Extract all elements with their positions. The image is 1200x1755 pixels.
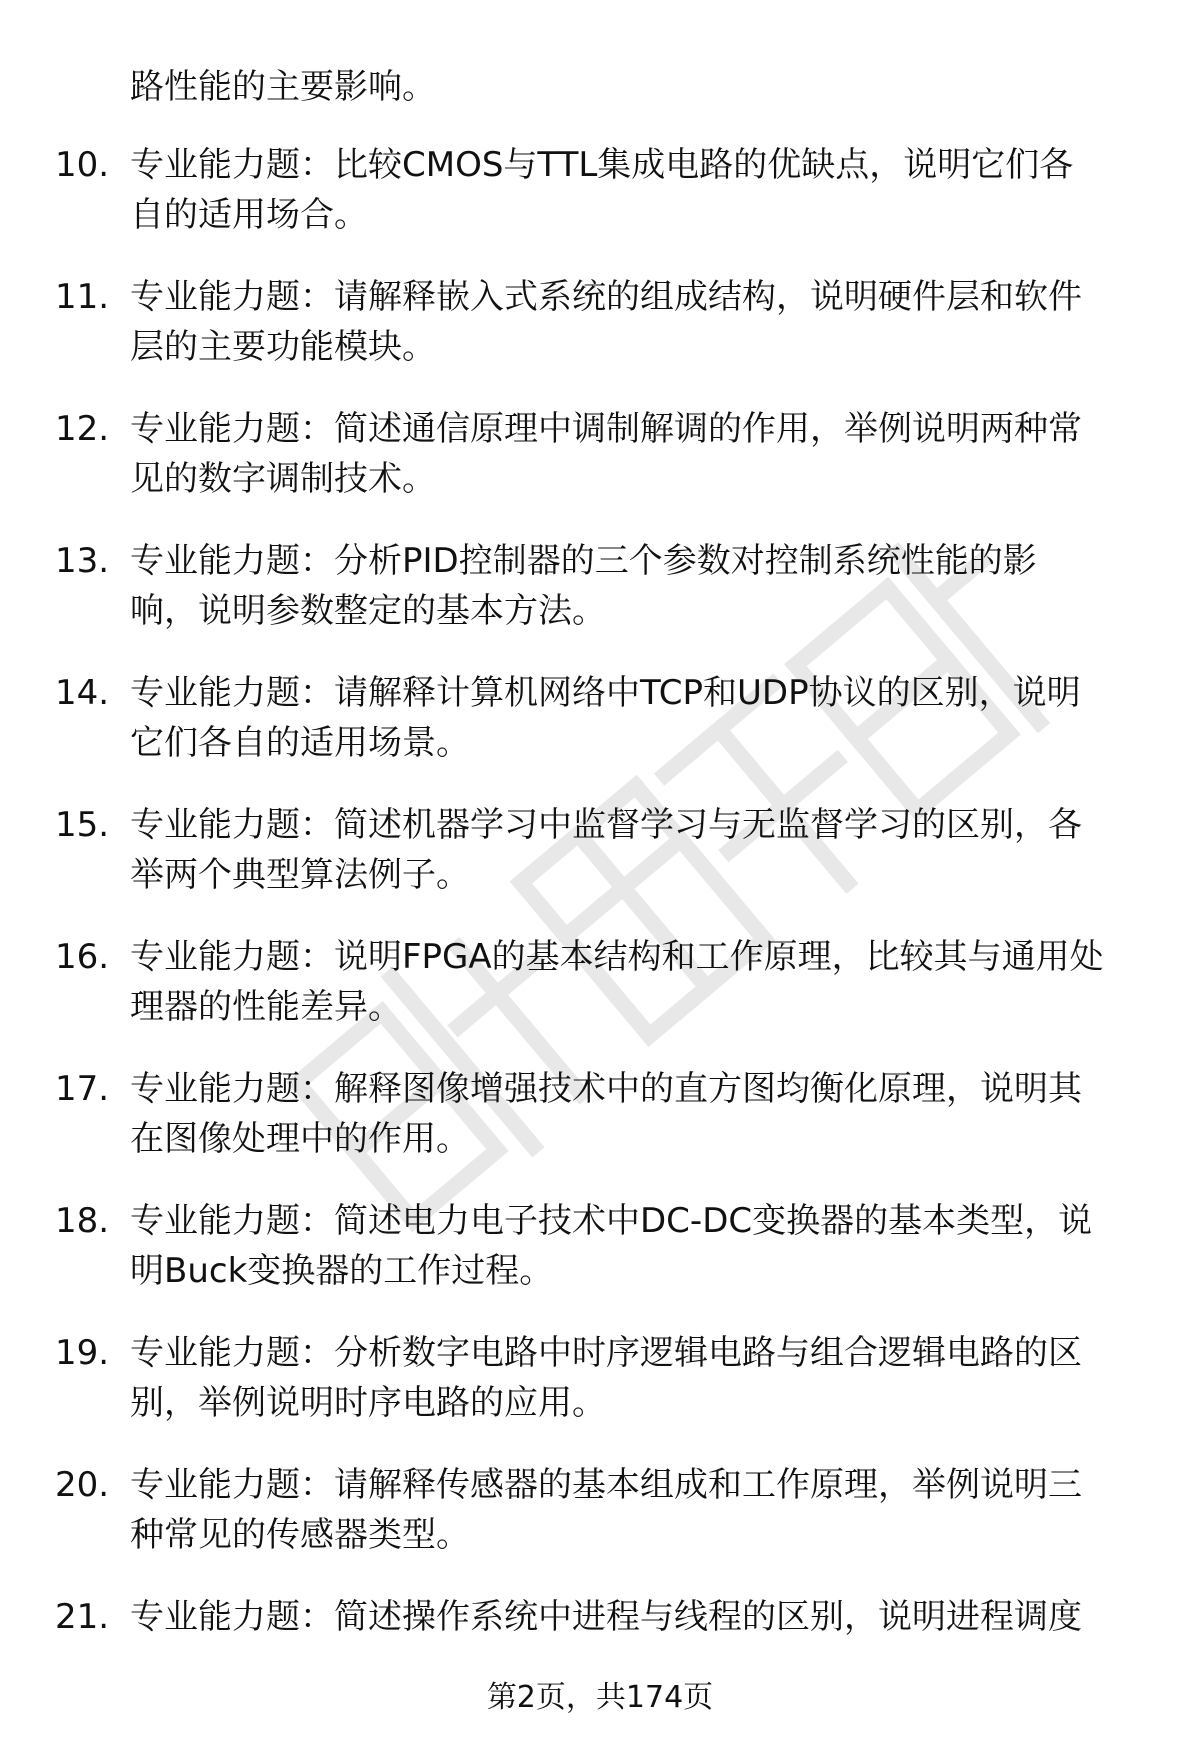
question-line: 专业能力题：解释图像增强技术中的直方图均衡化原理，说明其 (130, 1069, 1082, 1109)
list-item (0, 536, 1200, 668)
question-line: 响，说明参数整定的基本方法。 (130, 591, 606, 631)
question-text (130, 1328, 1170, 1428)
question-number: 19. (55, 1333, 110, 1373)
question-line: 理器的性能差异。 (130, 987, 402, 1027)
question-number: 18. (55, 1201, 110, 1241)
list-item (0, 668, 1200, 800)
question-text (130, 404, 1170, 504)
question-text (130, 1196, 1170, 1296)
question-text (130, 1592, 1170, 1642)
question-line: 别，举例说明时序电路的应用。 (130, 1383, 606, 1423)
question-line: 见的数字调制技术。 (130, 459, 436, 499)
question-text (130, 1064, 1170, 1164)
question-number: 13. (55, 541, 110, 581)
question-line: 专业能力题：请解释嵌入式系统的组成结构，说明硬件层和软件 (130, 277, 1082, 317)
question-line: 专业能力题：分析数字电路中时序逻辑电路与组合逻辑电路的区 (130, 1333, 1082, 1373)
question-line: 专业能力题：分析PID控制器的三个参数对控制系统性能的影 (130, 541, 1037, 581)
question-line: 专业能力题：请解释计算机网络中TCP和UDP协议的区别，说明 (130, 673, 1081, 713)
question-text (130, 800, 1170, 900)
list-item (0, 1196, 1200, 1328)
page-footer: 第2页，共174页 (486, 1680, 714, 1715)
question-text (130, 272, 1170, 372)
list-item (0, 1064, 1200, 1196)
question-line: 在图像处理中的作用。 (130, 1119, 470, 1159)
question-line: 专业能力题：比较CMOS与TTL集成电路的优缺点，说明它们各 (130, 145, 1074, 185)
question-number: 12. (55, 409, 110, 449)
question-line: 它们各自的适用场景。 (130, 723, 470, 763)
question-line: 专业能力题：简述通信原理中调制解调的作用，举例说明两种常 (130, 409, 1082, 449)
question-line: 自的适用场合。 (130, 195, 368, 235)
question-line: 专业能力题：简述机器学习中监督学习与无监督学习的区别，各 (130, 805, 1082, 845)
question-text (130, 536, 1170, 636)
question-list (0, 140, 1200, 1724)
list-item (0, 1460, 1200, 1592)
list-item (0, 404, 1200, 536)
question-number: 10. (55, 145, 110, 185)
question-text (130, 140, 1170, 240)
question-line: 种常见的传感器类型。 (130, 1515, 470, 1555)
question-number: 16. (55, 937, 110, 977)
question-text (130, 1460, 1170, 1560)
list-item (0, 272, 1200, 404)
question-line: 专业能力题：简述电力电子技术中DC-DC变换器的基本类型，说 (130, 1201, 1093, 1241)
question-line: 专业能力题：请解释传感器的基本组成和工作原理，举例说明三 (130, 1465, 1082, 1505)
list-item (0, 932, 1200, 1064)
question-line: 专业能力题：简述操作系统中进程与线程的区别，说明进程调度 (130, 1597, 1082, 1637)
question-number: 15. (55, 805, 110, 845)
question-line: 举两个典型算法例子。 (130, 855, 470, 895)
question-number: 17. (55, 1069, 110, 1109)
question-text (130, 932, 1170, 1032)
list-item (0, 800, 1200, 932)
list-item (0, 140, 1200, 272)
question-number: 21. (55, 1597, 110, 1637)
question-line: 明Buck变换器的工作过程。 (130, 1251, 554, 1291)
continued-question-text: 路性能的主要影响。 (130, 67, 436, 107)
question-text (130, 668, 1170, 768)
question-line: 层的主要功能模块。 (130, 327, 436, 367)
question-line: 专业能力题：说明FPGA的基本结构和工作原理，比较其与通用处 (130, 937, 1104, 977)
question-number: 20. (55, 1465, 110, 1505)
question-number: 11. (55, 277, 110, 317)
question-number: 14. (55, 673, 110, 713)
list-item (0, 1328, 1200, 1460)
